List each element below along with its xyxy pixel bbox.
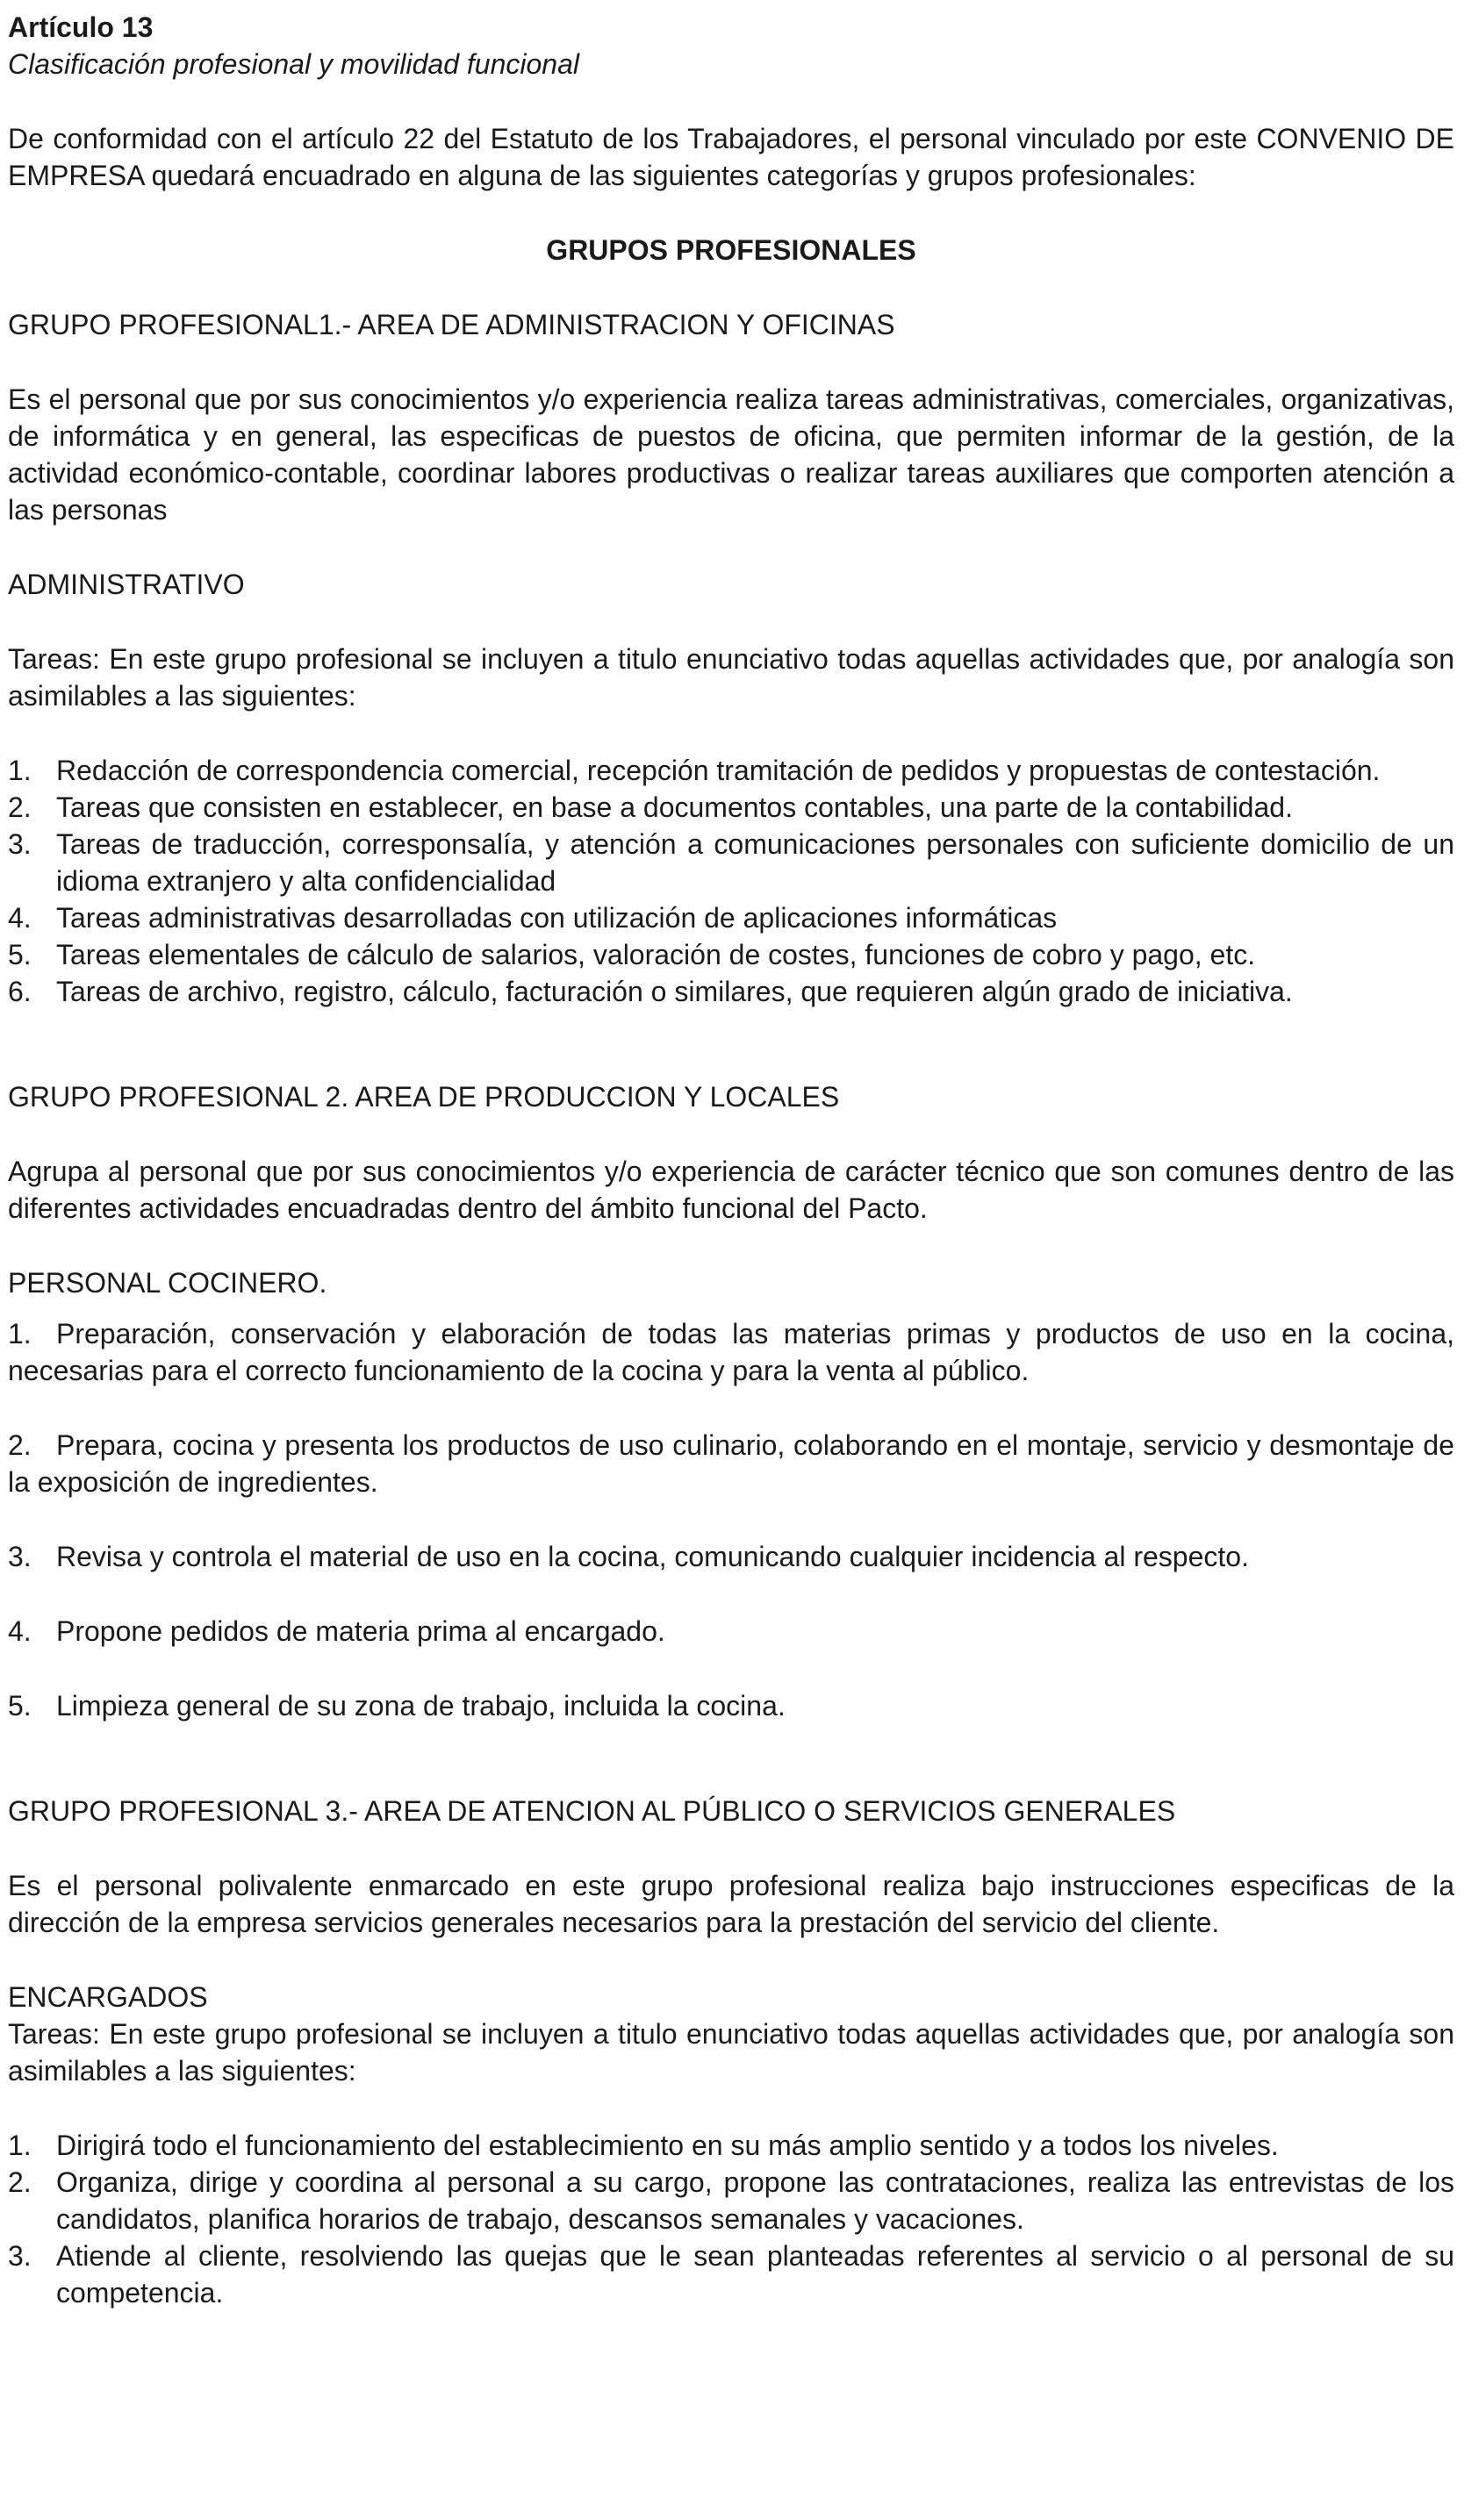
article-subtitle: Clasificación profesional y movilidad funcional [8, 48, 579, 80]
list-item [8, 2237, 1454, 2311]
list-item-number: 1. [8, 1318, 32, 1349]
group1-tasks-intro: Tareas: En este grupo profesional se incluyen a titulo enunciativo todas aquellas actividades que, por analogía son asimilables a las siguientes: [8, 643, 1454, 712]
list-item [8, 973, 1454, 1010]
group3-heading: GRUPO PROFESIONAL 3.- AREA DE ATENCION AL PÚBLICO O SERVICIOS GENERALES [8, 1795, 1176, 1827]
list-item [8, 2164, 1454, 2237]
list-item [8, 1315, 1454, 1389]
article-title: Artículo 13 [8, 11, 154, 43]
list-item-text: Atiende al cliente, resolviendo las quejas que le sean planteadas referentes al servicio o al personal de su competencia. [56, 2240, 1454, 2309]
list-item-text: Preparación, conservación y elaboración de todas las materias primas y productos de uso en la cocina, necesarias para el correcto funcionamiento de la cocina y para la venta al público. [8, 1318, 1454, 1386]
list-item-number: 1. [8, 755, 32, 786]
list-item-number: 3. [8, 828, 32, 860]
list-item-number: 2. [8, 1429, 32, 1461]
list-item [8, 1427, 1454, 1500]
list-item-number: 4. [8, 902, 32, 934]
list-item [8, 2127, 1454, 2164]
list-item-text: Redacción de correspondencia comercial, recepción tramitación de pedidos y propuestas de contestación. [56, 755, 1381, 786]
list-item-number: 5. [8, 939, 32, 970]
group2-category: PERSONAL COCINERO. [8, 1267, 327, 1299]
list-item [8, 826, 1454, 899]
group1-heading: GRUPO PROFESIONAL1.- AREA DE ADMINISTRACION Y OFICINAS [8, 309, 895, 340]
list-item-text: Propone pedidos de materia prima al encargado. [56, 1615, 665, 1647]
list-item-text: Organiza, dirige y coordina al personal a su cargo, propone las contrataciones, realiza las entrevistas de los candidatos, planifica horarios de trabajo, descansos semanales y vacaciones. [56, 2166, 1454, 2235]
group1-task-list [8, 752, 1454, 1010]
document-page [8, 9, 1454, 2311]
list-item-text: Tareas de archivo, registro, cálculo, facturación o similares, que requieren algún grado de iniciativa. [56, 976, 1293, 1007]
list-item [8, 1687, 1454, 1724]
list-item-number: 2. [8, 791, 32, 823]
list-item-text: Tareas administrativas desarrolladas con utilización de aplicaciones informáticas [56, 902, 1058, 934]
list-item [8, 936, 1454, 973]
list-item [8, 789, 1454, 826]
section-heading: GRUPOS PROFESIONALES [546, 234, 916, 266]
list-item [8, 1613, 1454, 1650]
list-item-number: 3. [8, 2240, 32, 2272]
list-item-number: 1. [8, 2130, 32, 2161]
list-item-number: 2. [8, 2166, 32, 2198]
list-item [8, 752, 1454, 789]
list-item-number: 6. [8, 976, 32, 1007]
list-item-text: Tareas elementales de cálculo de salarios, valoración de costes, funciones de cobro y pago, etc. [56, 939, 1256, 970]
group2-description: Agrupa al personal que por sus conocimientos y/o experiencia de carácter técnico que son comunes dentro de las diferentes actividades encuadradas dentro del ámbito funcional del Pacto. [8, 1156, 1454, 1224]
group1-description: Es el personal que por sus conocimientos y/o experiencia realiza tareas administrativas, comerciales, organizativas, de informática y en general, las especificas de puestos de oficina, que permiten informar de la gestión, de la actividad económico-contable, coordinar labores productivas o realizar tareas auxiliares que comporten atención a las personas [8, 383, 1454, 526]
group1-category: ADMINISTRATIVO [8, 569, 245, 600]
group3-task-list [8, 2127, 1454, 2311]
group3-category: ENCARGADOS [8, 1981, 208, 2013]
list-item-number: 3. [8, 1541, 32, 1572]
list-item-number: 4. [8, 1615, 32, 1647]
group3-description: Es el personal polivalente enmarcado en este grupo profesional realiza bajo instrucciones especificas de la dirección de la empresa servicios generales necesarios para la prestación del servicio del cliente. [8, 1870, 1454, 1938]
list-item-number: 5. [8, 1690, 32, 1722]
group3-tasks-intro: Tareas: En este grupo profesional se incluyen a titulo enunciativo todas aquellas actividades que, por analogía son asimilables a las siguientes: [8, 2018, 1454, 2087]
list-item [8, 899, 1454, 936]
list-item-text: Limpieza general de su zona de trabajo, incluida la cocina. [56, 1690, 786, 1722]
list-item-text: Prepara, cocina y presenta los productos de uso culinario, colaborando en el montaje, servicio y desmontaje de la exposición de ingredientes. [8, 1429, 1454, 1498]
intro-paragraph: De conformidad con el artículo 22 del Estatuto de los Trabajadores, el personal vinculado por este CONVENIO DE EMPRESA quedará encuadrado en alguna de las siguientes categorías y grupos profesionales: [8, 123, 1454, 191]
group2-heading: GRUPO PROFESIONAL 2. AREA DE PRODUCCION Y LOCALES [8, 1081, 840, 1113]
list-item-text: Revisa y controla el material de uso en la cocina, comunicando cualquier incidencia al respecto. [56, 1541, 1249, 1572]
list-item-text: Dirigirá todo el funcionamiento del establecimiento en su más amplio sentido y a todos los niveles. [56, 2130, 1279, 2161]
list-item [8, 1538, 1454, 1575]
list-item-text: Tareas de traducción, corresponsalía, y atención a comunicaciones personales con suficiente domicilio de un idioma extranjero y alta confidencialidad [56, 828, 1454, 897]
list-item-text: Tareas que consisten en establecer, en base a documentos contables, una parte de la contabilidad. [56, 791, 1293, 823]
